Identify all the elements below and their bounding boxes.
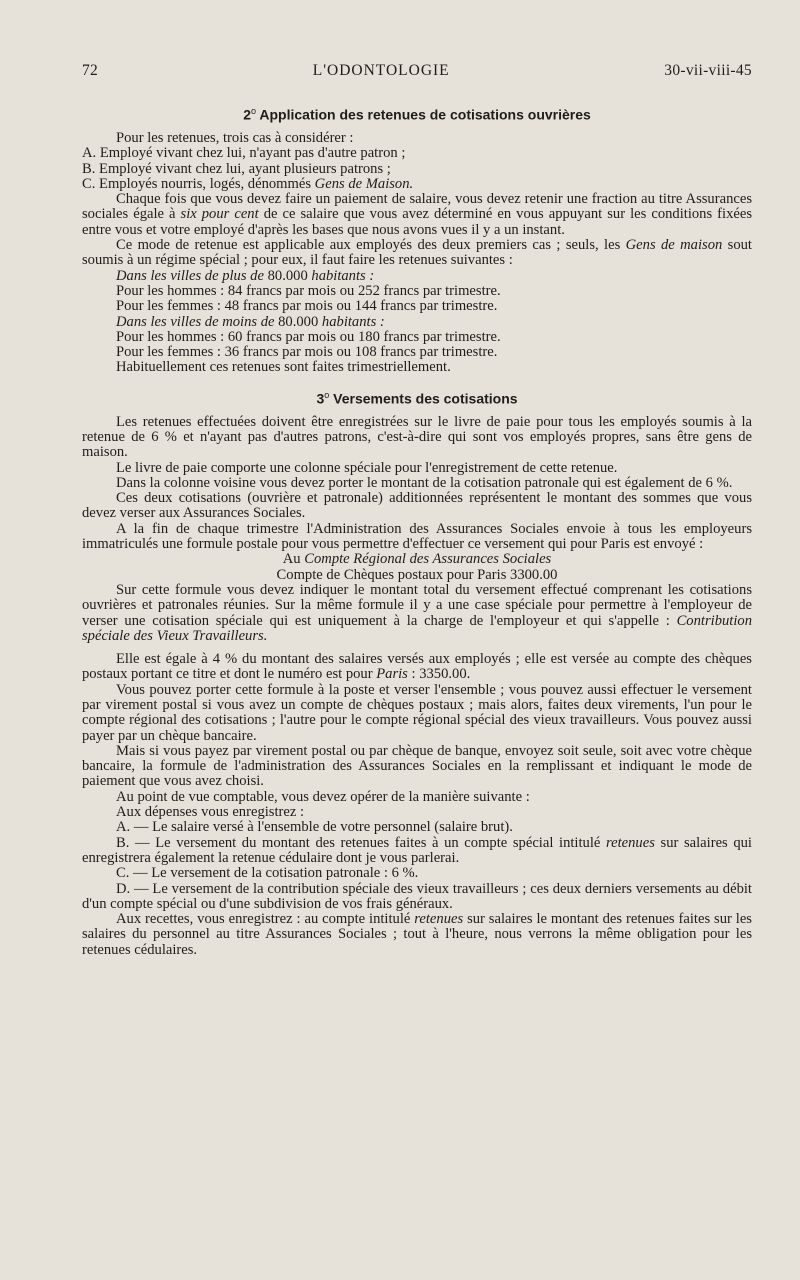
s3-paragraph-6 (82, 583, 752, 644)
article-body (82, 104, 752, 958)
s2-paragraph-1 (82, 192, 752, 238)
s2-small-cities-heading (116, 315, 752, 330)
s3-p6-em: Contribution spéciale des Vieux Travailleurs. (82, 612, 752, 644)
section-3-title: Versements des cotisations (333, 390, 518, 407)
section-3-ordinal: o (324, 389, 330, 400)
s2-p2-em: Gens de maison (625, 237, 723, 254)
s3-exp-b-a: B. — Le versement du montant des retenues faites à un compte spécial intitulé (116, 834, 606, 851)
s2-small-b: habitants : (321, 313, 385, 330)
section-3-heading (82, 388, 752, 407)
s2-case-c-em: Gens de Maison. (314, 175, 414, 192)
s3-address-line-2: Compte de Chèques postaux pour Paris 3300.00 (276, 566, 558, 583)
s2-big-men: Pour les hommes : 84 francs par mois ou 252 francs par trimestre. (116, 282, 501, 299)
section-2-ordinal: o (250, 106, 256, 116)
s3-p7-em: Paris (376, 666, 408, 683)
s2-small-men: Pour les hommes : 60 francs par mois ou 180 francs par trimestre. (116, 328, 501, 345)
s3-paragraph-4: Ces deux cotisations (ouvrière et patronale) additionnées représentent le montant des sommes que vous devez verser aux Assurances Sociales. (82, 490, 752, 522)
s2-case-c (82, 177, 752, 192)
s3-paragraph-9: Mais si vous payez par virement postal ou par chèque de banque, envoyez soit seule, soit avec votre chèque bancaire, la formule de l'administration des Assurances Sociales en la remplissant et indiquant le mode de paiement que vous avez choisi. (82, 742, 752, 790)
s3-paragraph-11: Aux dépenses vous enregistrez : (116, 804, 305, 821)
s3-rec-b: sur salaires le montant des retenues faites sur les salaires du personnel au titre Assurances Sociales ; tout à l'heure, nous verrons la même obligation pour les retenues cédulaires. (82, 911, 752, 958)
s2-case-a: A. Employé vivant chez lui, n'ayant pas d'autre patron ; (82, 145, 406, 162)
s2-p1-a: Chaque fois que vous devez faire un paiement de salaire, vous devez retenir une fraction au titre Assurances sociales égale à (82, 191, 752, 223)
running-header (82, 62, 752, 80)
s3-paragraph-8: Vous pouvez porter cette formule à la poste et verser l'ensemble ; vous pouvez aussi effectuer le versement par virement postal si vous avez un compte de chèques postaux ; mais alors, faites deux virements, l'un pour le compte régional des cotisations ; l'autre pour le compte régional spécial des vieux travailleurs. Vous pouvez aussi payer par un chèque bancaire. (82, 681, 752, 744)
s3-address-line-1 (82, 552, 752, 567)
section-2-title: Application des retenues de cotisations ouvrières (259, 106, 591, 123)
issue-date: 30-vii-viii-45 (664, 62, 752, 79)
s2-big-cities-heading (116, 269, 752, 284)
s3-expense-c: C. — Le versement de la cotisation patronale : 6 %. (116, 865, 419, 882)
page-number: 72 (82, 62, 99, 79)
s3-addr1-em: Compte Régional des Assurances Sociales (304, 551, 552, 568)
s3-p6-a: Sur cette formule vous devez indiquer le montant total du versement effectué comprenant les cotisations ouvrières et patronales réunies. Sur la même formule il y a une case spéciale pour permettre à l'employeur de verser une cotisation spéciale qui est uniquement à la charge de l'employeur et qui s'appelle : (82, 581, 752, 629)
section-2-heading (82, 104, 752, 123)
section-3-number: 3 (316, 390, 325, 407)
s2-p2-b: sout soumis à un régime spécial ; pour eux, il faut faire les retenues suivantes : (82, 237, 752, 269)
s3-rec-em: retenues (414, 911, 464, 928)
s2-case-c-text: C. Employés nourris, logés, dénommés (82, 175, 315, 192)
s3-paragraph-3: Dans la colonne voisine vous devez porter le montant de la cotisation patronale qui est également de 6 %. (116, 474, 733, 491)
s3-p7-b: : 3350.00. (407, 666, 471, 683)
s2-intro: Pour les retenues, trois cas à considérer : (116, 129, 354, 146)
s3-exp-b-b: sur salaires qui enregistrera également la retenue cédulaire dont je vous parlerai. (82, 834, 752, 866)
s2-p1-em: six pour cent (180, 206, 259, 223)
s2-case-b: B. Employé vivant chez lui, ayant plusieurs patrons ; (82, 160, 391, 177)
s2-small-a: Dans les villes de moins de (116, 313, 275, 330)
s2-closing: Habituellement ces retenues sont faites trimestriellement. (116, 359, 451, 376)
s3-paragraph-2: Le livre de paie comporte une colonne spéciale pour l'enregistrement de cette retenue. (116, 459, 618, 476)
journal-title: L'ODONTOLOGIE (312, 62, 450, 79)
s3-expense-d: D. — Le versement de la contribution spéciale des vieux travailleurs ; ces deux derniers versements au débit d'un compte spécial ou d'une subdivision de vos frais généraux. (82, 880, 752, 912)
s2-small-women: Pour les femmes : 36 francs par mois ou 108 francs par trimestre. (116, 344, 498, 361)
section-2-number: 2 (243, 106, 251, 123)
s3-rec-a: Aux recettes, vous enregistrez : au compte intitulé (116, 911, 415, 928)
s2-big-n: 80.000 (263, 267, 312, 284)
s2-p2-a: Ce mode de retenue est applicable aux employés des deux premiers cas ; seuls, les (116, 237, 626, 254)
s2-big-b: habitants : (311, 267, 375, 284)
s3-p7-a: Elle est égale à 4 % du montant des salaires versés aux employés ; elle est versée au compte des chèques postaux portant ce titre et dont le numéro est pour (82, 651, 752, 683)
s3-paragraph-5: A la fin de chaque trimestre l'Administration des Assurances Sociales envoie à tous les employeurs immatriculés une formule postale pour vous permettre d'effectuer ce versement qui pour Paris est envoyé : (82, 520, 752, 553)
s2-small-n: 80.000 (274, 313, 322, 330)
s3-expense-a: A. — Le salaire versé à l'ensemble de votre personnel (salaire brut). (116, 819, 513, 836)
s3-paragraph-1: Les retenues effectuées doivent être enregistrées sur le livre de paie pour tous les employés soumis à la retenue de 6 % et n'ayant pas d'autres patrons, c'est-à-dire qui sont vos employés propres, sans être gens de maison. (82, 413, 752, 461)
s2-p1-b: de ce salaire que vous avez déterminé en vous appuyant sur les conditions fixées entre vous et votre employé d'après les bases que nous avons vues il y a un instant. (82, 206, 753, 238)
s3-expense-b (82, 836, 752, 867)
s2-paragraph-2 (82, 238, 752, 269)
s3-exp-b-em: retenues (605, 834, 655, 851)
s2-big-women: Pour les femmes : 48 francs par mois ou 144 francs par trimestre. (116, 298, 498, 315)
s3-paragraph-7 (82, 652, 752, 683)
s3-receipts (82, 912, 752, 958)
s2-big-a: Dans les villes de plus de (116, 267, 264, 284)
s3-addr1-pre: Au (282, 551, 305, 568)
s3-paragraph-10: Au point de vue comptable, vous devez opérer de la manière suivante : (116, 788, 530, 805)
